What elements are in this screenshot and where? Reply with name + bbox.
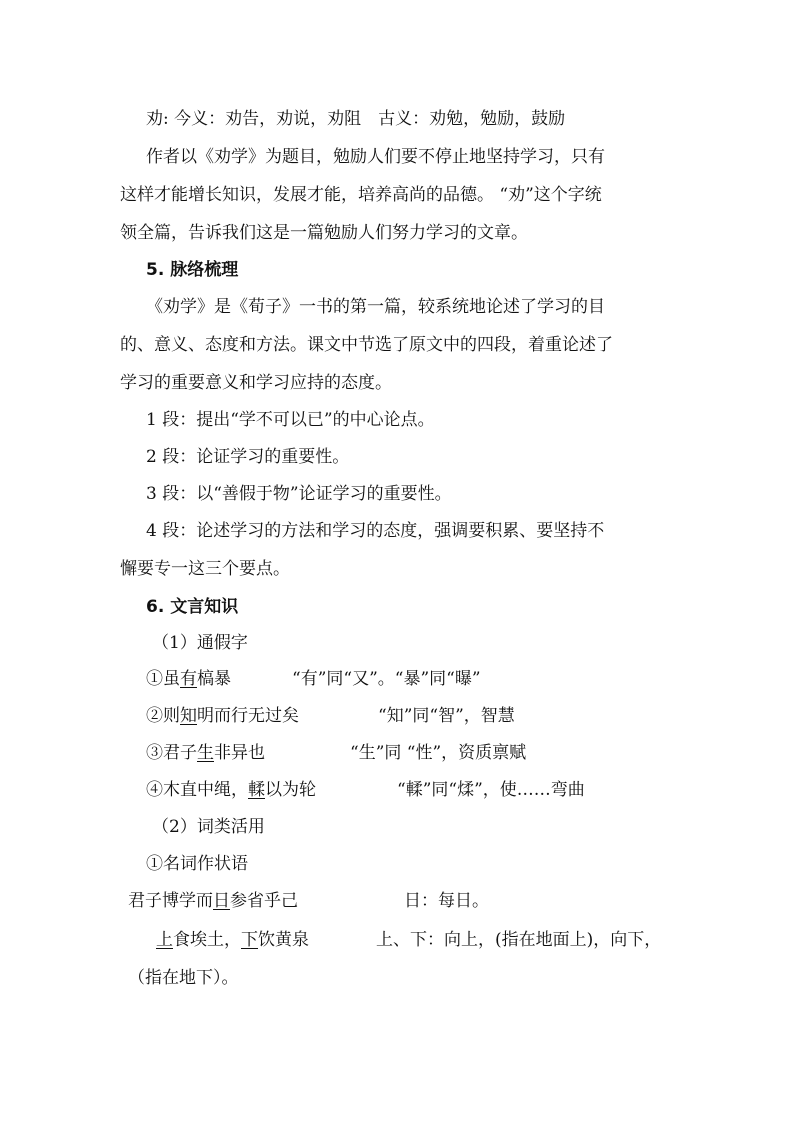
example-row: ①虽有槁暴 [146, 669, 231, 689]
example-note: “輮”同“煣”，使……弯曲 [397, 780, 585, 800]
text-line: （指在地下）。 [128, 968, 239, 988]
text-line: 领全篇，告诉我们这是一篇勉励人们努力学习的文章。 [120, 223, 528, 243]
subsection-label: （2）词类活用 [152, 817, 265, 837]
text-line: 2 段：论证学习的重要性。 [146, 447, 350, 467]
example-note: “知”同“智”，智慧 [378, 706, 515, 726]
example-row: ③君子生非异也 [146, 743, 265, 763]
example-note: 日：每日。 [404, 891, 489, 911]
subsection-label: （1）通假字 [152, 633, 248, 653]
section-heading: 5. 脉络梳理 [146, 260, 239, 280]
text-line: 劝: 今义：劝告，劝说，劝阻 古义：劝勉，勉励，鼓励 [146, 109, 566, 129]
text-line: 作者以《劝学》为题目，勉励人们要不停止地坚持学习，只有 [146, 147, 605, 167]
example-note: 上、下：向上，(指在地面上)，向下， [376, 930, 662, 950]
text-line: 这样才能增长知识，发展才能，培养高尚的品德。 “劝”这个字统 [120, 185, 602, 205]
text-line: 学习的重要意义和学习应持的态度。 [120, 373, 392, 393]
example-note: “生”同 “性”，资质禀赋 [350, 743, 527, 763]
text-line: 4 段：论述学习的方法和学习的态度，强调要积累、要坚持不 [146, 521, 605, 541]
text-line: 懈要专一这三个要点。 [120, 559, 290, 579]
text-line: 1 段：提出“学不可以已”的中心论点。 [146, 410, 435, 430]
text-line: 3 段：以“善假于物”论证学习的重要性。 [146, 484, 452, 504]
subsection-label: ①名词作状语 [146, 854, 248, 874]
example-note: “有”同“又”。“暴”同“曝” [292, 669, 481, 689]
text-line: 《劝学》是《荀子》一书的第一篇，较系统地论述了学习的目 [146, 297, 605, 317]
example-row: 君子博学而日参省乎己 [128, 891, 298, 911]
example-row: ④木直中绳，輮以为轮 [146, 780, 316, 800]
example-row: ②则知明而行无过矣 [146, 706, 299, 726]
example-row: 上食埃土，下饮黄泉 [156, 930, 309, 950]
text-line: 的、意义、态度和方法。课文中节选了原文中的四段，着重论述了 [120, 335, 613, 355]
section-heading: 6. 文言知识 [146, 597, 239, 617]
